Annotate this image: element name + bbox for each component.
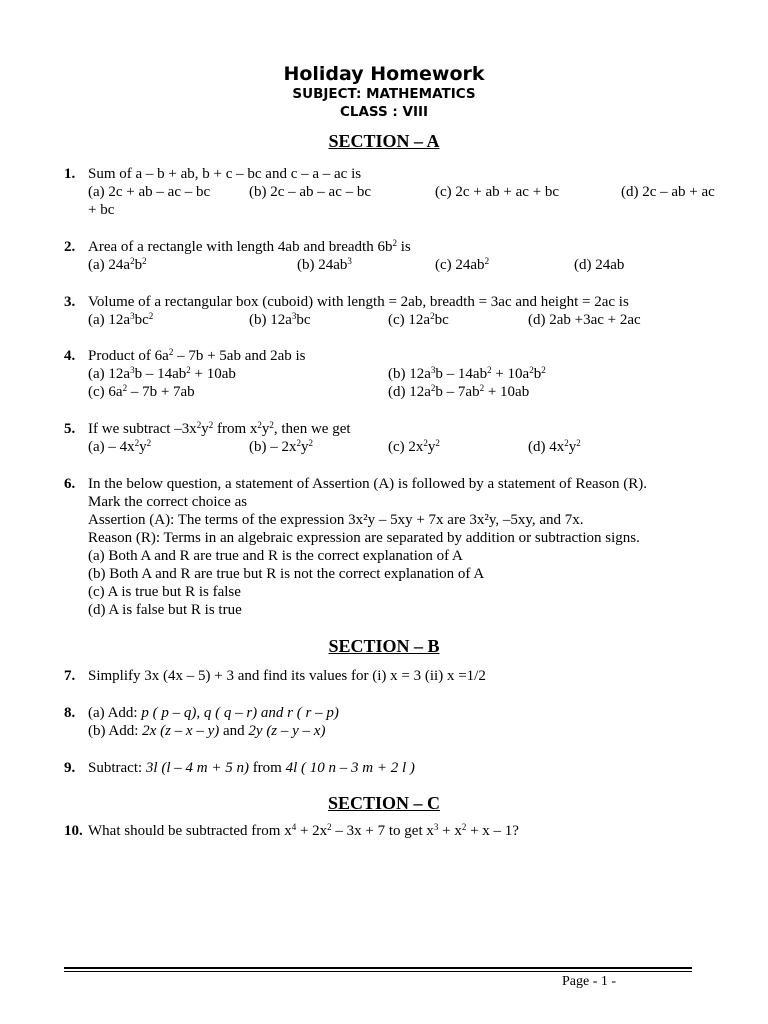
option-d: (d) 24ab <box>574 257 625 273</box>
option-a: (a) $24a^2b^2$ <box>88 256 147 273</box>
option-a: (a) $12a^3bc^2$ <box>88 311 154 328</box>
option-d: (d) 2ab +3ac + 2ac <box>528 312 641 328</box>
question-stem: Subtract: 3l (l – 4 m + 5 n) from 4l ( 10 n – 3 m + 2 l ) <box>88 760 415 776</box>
subject-line: SUBJECT: MATHEMATICS <box>292 86 476 102</box>
section-b-heading: SECTION – B <box>328 636 440 656</box>
question-stem: Sum of a – b + ab, b + c – bc and c – a – ac is <box>88 166 362 182</box>
option-a: $(a) - 4x^2y^2$ <box>88 438 152 455</box>
option-c: (c) $2x^2y^2$ <box>388 438 440 455</box>
option-d: (d) $12a^2b - 7ab^2 + 10ab$ <box>388 383 530 400</box>
option-b: $(b) - 2x^2y^2$ <box>249 438 313 455</box>
question-number: 1. <box>64 166 76 182</box>
section-a-heading: SECTION – A <box>328 131 440 151</box>
question-stem: In the below question, a statement of Assertion (A) is followed by a statement of Reason (R). <box>88 476 648 492</box>
question-number: 9. <box>64 760 76 776</box>
section-c-heading: SECTION – C <box>327 793 441 813</box>
option-d-continued: + bc <box>88 202 115 218</box>
assertion-text: Assertion (A): The terms of the expression 3x²y – 5xy + 7x are 3x²y, –5xy, and 7x. <box>88 512 584 528</box>
question-stem: Product of $6a^2 - 7b + 5ab$ and 2ab is <box>88 347 306 364</box>
reason-text: Reason (R): Terms in an algebraic expression are separated by addition or subtraction signs. <box>88 530 640 546</box>
question-stem: What should be subtracted from $x^4 + 2x^2 - 3x + 7$ to get $x^3 + x^2 + x - 1$? <box>88 822 519 839</box>
page-title: Holiday Homework <box>283 63 485 85</box>
option-b: (b) Both A and R are true but R is not the correct explanation of A <box>88 566 485 582</box>
footer-rule-thin <box>64 971 692 972</box>
footer-rule-thick <box>64 967 692 969</box>
option-c: (c) A is true but R is false <box>88 584 241 600</box>
question-number: 8. <box>64 705 76 721</box>
option-c: (c) $24ab^2$ <box>435 256 490 273</box>
option-d: (d) A is false but R is true <box>88 602 242 618</box>
option-a: (a) 2c + ab – ac – bc <box>88 184 211 200</box>
option-b: (b) $12a^3b - 14ab^2 + 10a^2b^2$ <box>388 365 546 382</box>
question-stem: Simplify 3x (4x – 5) + 3 and find its values for (i) x = 3 (ii) x =1/2 <box>88 668 486 684</box>
option-c: (c) $6a^2 - 7b + 7ab$ <box>88 383 195 400</box>
question-stem: Volume of a rectangular box (cuboid) with length = 2ab, breadth = 3ac and height = 2ac is <box>88 294 629 310</box>
option-d: (d) $4x^2y^2$ <box>528 438 581 455</box>
question-number: 4. <box>64 348 76 364</box>
option-b: (b) $12a^3bc$ <box>249 311 311 328</box>
part-a: (a) Add: p ( p – q), q ( q – r) and r ( r – p) <box>88 705 339 721</box>
question-number: 10. <box>64 823 83 839</box>
option-b: (b) $24ab^3$ <box>297 256 352 273</box>
question-stem: Area of a rectangle with length 4ab and breadth $6b^2$ is <box>88 238 411 255</box>
option-b: (b) 2c – ab – ac – bc <box>249 184 372 200</box>
option-a: (a) $12a^3b - 14ab^2 + 10ab$ <box>88 365 236 382</box>
question-number: 3. <box>64 294 76 310</box>
option-c: (c) 2c + ab + ac + bc <box>435 184 560 200</box>
question-number: 5. <box>64 421 76 437</box>
option-d: (d) 2c – ab + ac <box>621 184 715 200</box>
question-number: 2. <box>64 239 76 255</box>
page-number: Page - 1 - <box>562 974 617 989</box>
class-line: CLASS : VIII <box>339 104 429 120</box>
option-a: (a) Both A and R are true and R is the correct explanation of A <box>88 548 463 564</box>
question-stem: If we subtract $-3x^2y^2$ from $x^2y^2$, then we get <box>88 420 351 437</box>
option-c: (c) $12a^2bc$ <box>388 311 449 328</box>
question-number: 7. <box>64 668 76 684</box>
question-number: 6. <box>64 476 76 492</box>
part-b: (b) Add: 2x (z – x – y) and 2y (z – y – x) <box>88 723 326 739</box>
question-instruction: Mark the correct choice as <box>88 494 248 510</box>
